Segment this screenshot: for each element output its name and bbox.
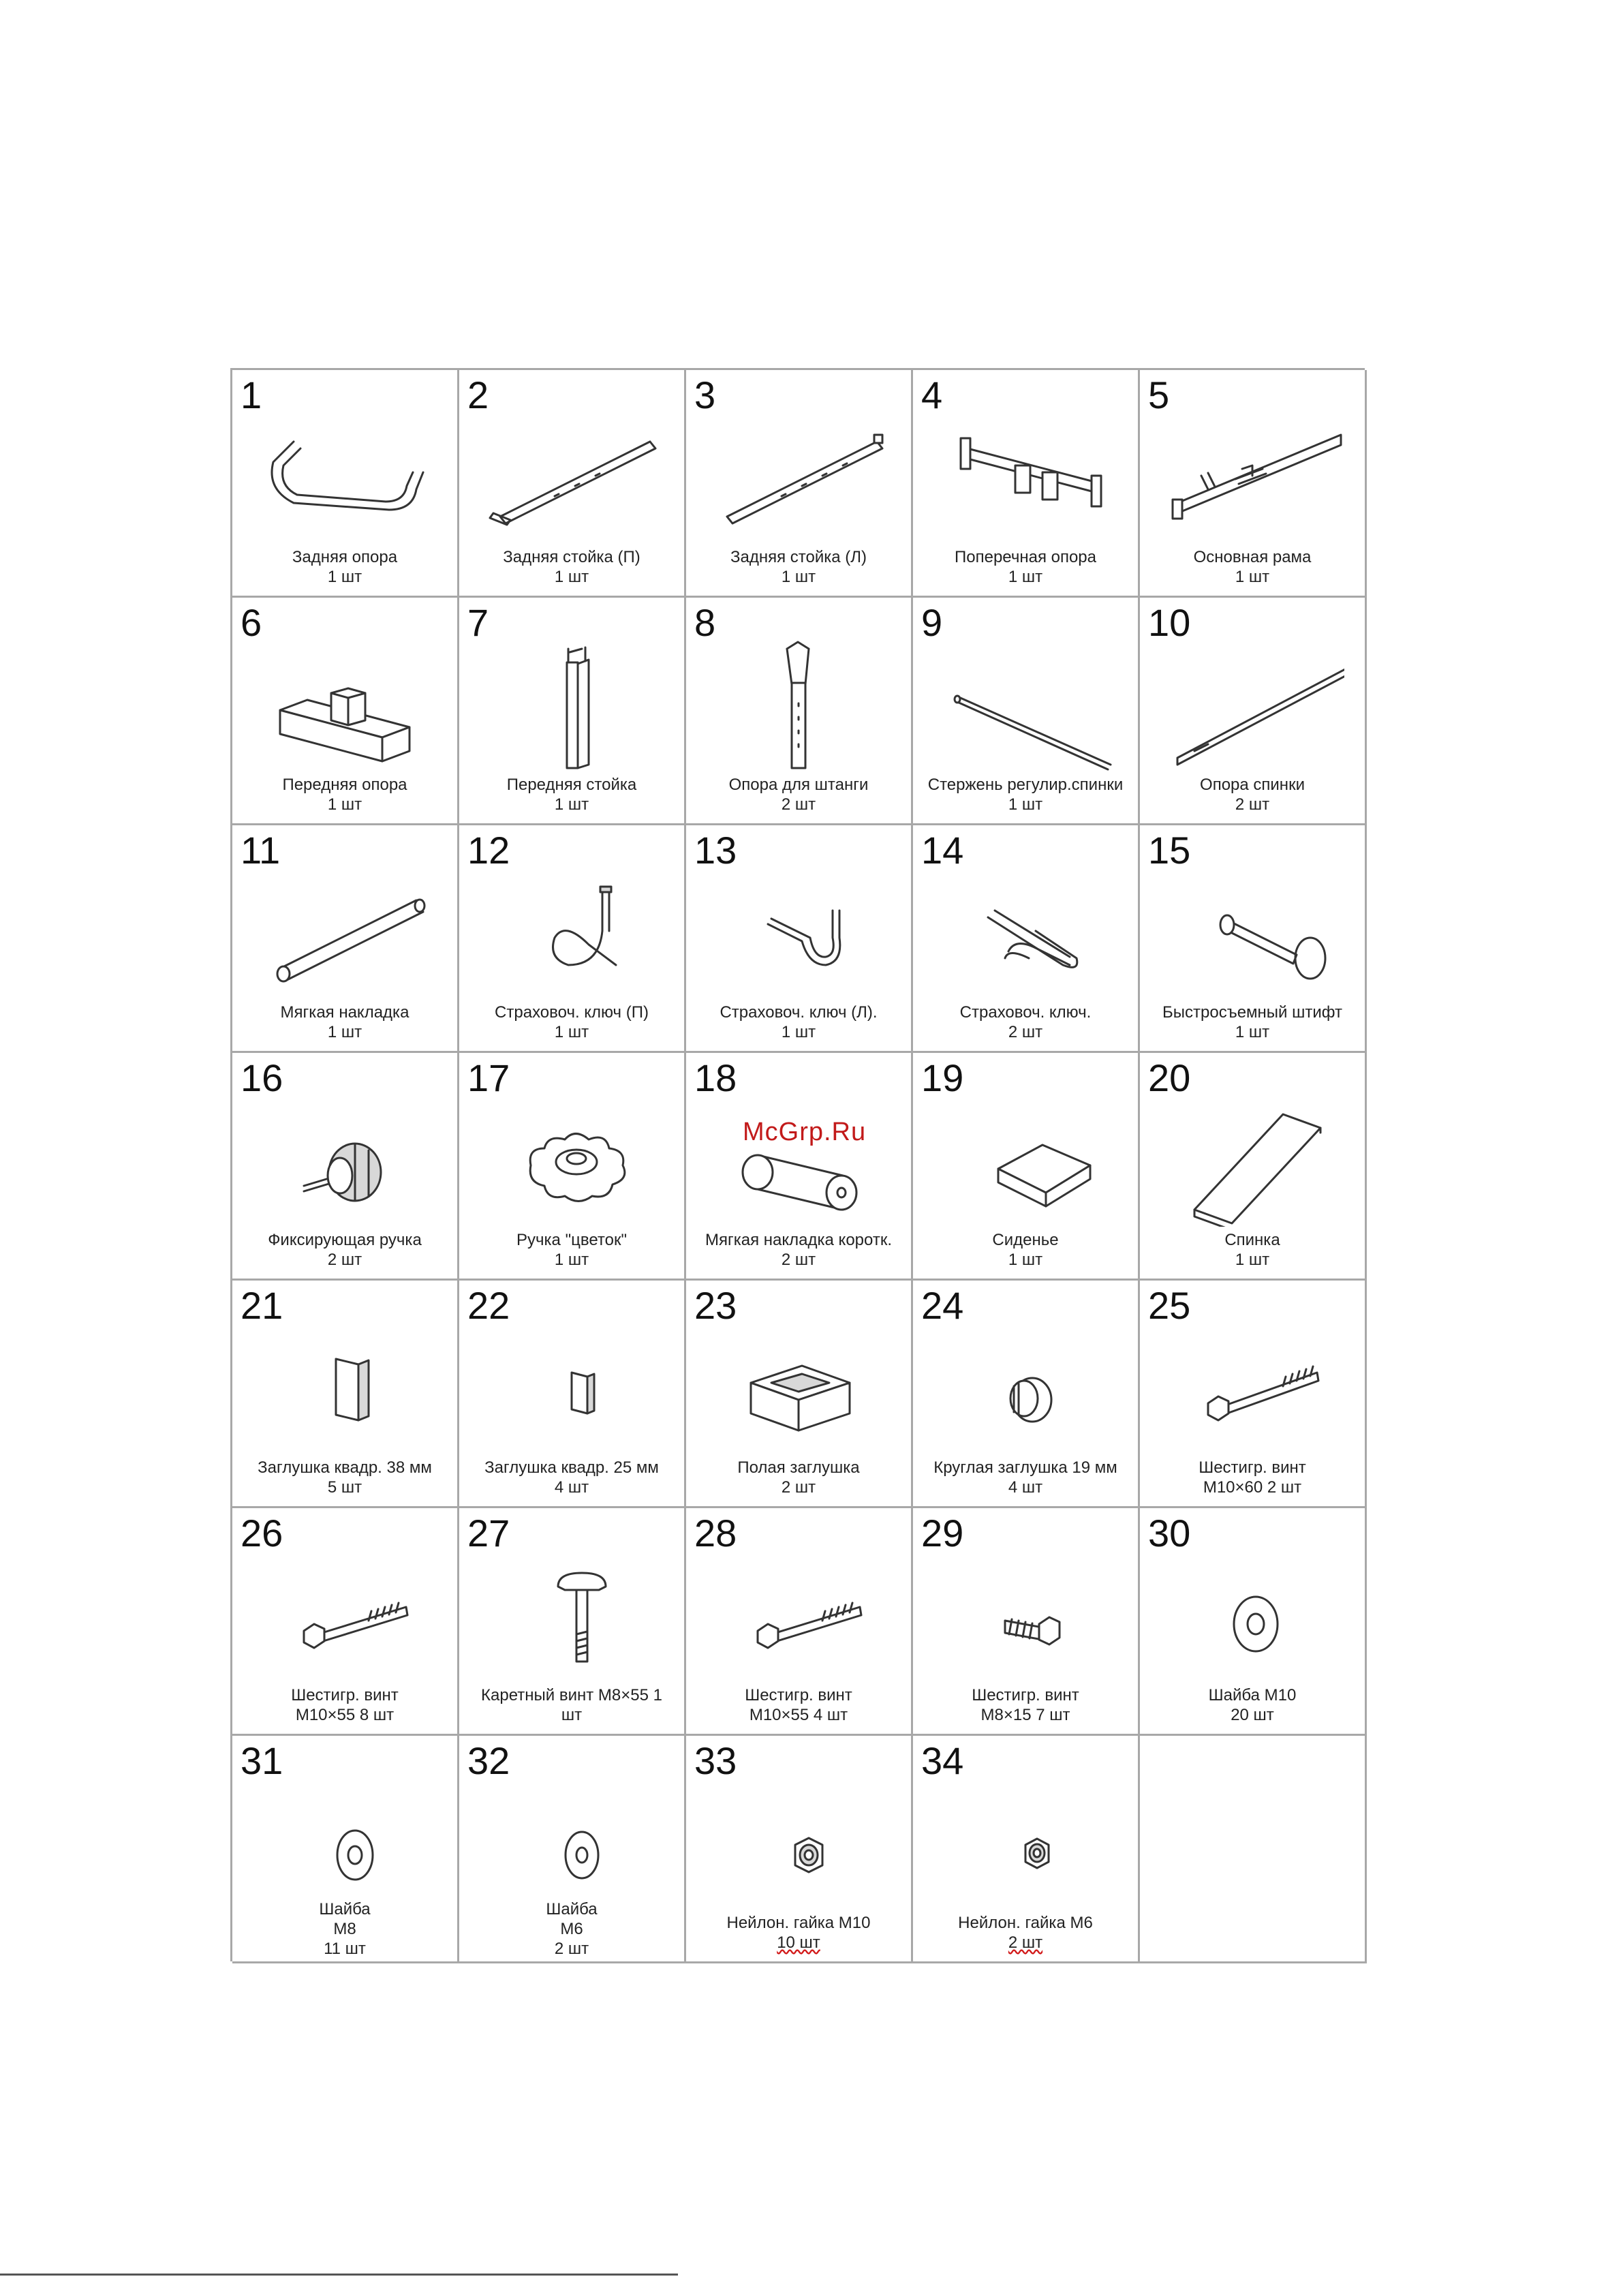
empty-cell [1140, 1736, 1367, 1963]
part-number: 33 [694, 1739, 737, 1782]
part-label: Нейлон. гайка M6 2 шт [958, 1914, 1093, 1952]
washer-icon [480, 1773, 664, 1910]
u-frame-icon [253, 408, 437, 544]
part-label: Каретный винт M8×55 1 шт [481, 1686, 662, 1724]
part-label: Поперечная опора 1 шт [955, 548, 1096, 586]
part-cell [913, 1053, 1140, 1281]
rod-icon [933, 635, 1117, 771]
lock-knob-icon [253, 1090, 437, 1227]
cross-beam-icon [933, 408, 1117, 544]
part-number: 16 [241, 1056, 283, 1099]
part-cell [459, 370, 686, 598]
part-cell [1140, 825, 1367, 1053]
part-cell [459, 1508, 686, 1736]
part-label: Полая заглушка 2 шт [737, 1458, 860, 1497]
part-cell [459, 1281, 686, 1508]
part-label: Передняя стойка 1 шт [506, 776, 637, 814]
part-number: 21 [241, 1284, 283, 1327]
hex-bolt-icon [1160, 1318, 1344, 1454]
part-cell [913, 1736, 1140, 1963]
part-label: Шестигр. винт M10×55 8 шт [291, 1686, 399, 1724]
part-number: 32 [467, 1739, 510, 1782]
part-label: Заглушка квадр. 25 мм 4 шт [484, 1458, 659, 1497]
part-label: Шестигр. винт M10×60 2 шт [1199, 1458, 1306, 1497]
part-cell [232, 598, 459, 825]
part-label: Стержень регулир.спинки 1 шт [927, 776, 1124, 814]
upright-icon [480, 635, 664, 771]
part-cell [913, 825, 1140, 1053]
part-label: Задняя опора 1 шт [292, 548, 398, 586]
part-cell [686, 1736, 913, 1963]
part-label: Ручка "цветок" 1 шт [516, 1231, 627, 1269]
part-label: Задняя стойка (Л) 1 шт [730, 548, 867, 586]
part-number: 18 [694, 1056, 737, 1099]
part-cell [232, 825, 459, 1053]
part-number: 34 [921, 1739, 964, 1782]
part-cell [913, 598, 1140, 825]
part-number: 1 [241, 373, 262, 416]
part-label: Быстросъемный штифт 1 шт [1162, 1003, 1342, 1041]
part-number: 24 [921, 1284, 964, 1327]
part-number: 9 [921, 601, 943, 644]
part-label: Основная рама 1 шт [1193, 548, 1312, 586]
part-cell [232, 1281, 459, 1508]
parts-grid [230, 368, 1365, 1961]
nut-icon [933, 1773, 1117, 1910]
hollow-cap-icon [707, 1318, 891, 1454]
carriage-bolt-icon [480, 1546, 664, 1682]
part-label: Страховоч. ключ. 2 шт [959, 1003, 1092, 1041]
part-number: 13 [694, 829, 737, 872]
part-number: 19 [921, 1056, 964, 1099]
long-tube-icon [707, 408, 891, 544]
part-number: 17 [467, 1056, 510, 1099]
part-label: Заглушка квадр. 38 мм 5 шт [258, 1458, 432, 1497]
part-cell [459, 825, 686, 1053]
watermark: McGrp.Ru [743, 1118, 867, 1146]
foam-pad-icon [253, 863, 437, 999]
seat-icon [933, 1090, 1117, 1227]
footer-rule [0, 2274, 678, 2276]
part-number: 22 [467, 1284, 510, 1327]
flower-knob-icon [480, 1090, 664, 1227]
part-label: Мягкая накладка коротк. 2 шт [705, 1231, 892, 1269]
safety-key-icon [933, 863, 1117, 999]
part-number: 26 [241, 1512, 283, 1555]
long-tube-icon [480, 408, 664, 544]
part-number: 10 [1148, 601, 1191, 644]
part-label: Шестигр. винт M8×15 7 шт [972, 1686, 1079, 1724]
part-cell [232, 1736, 459, 1963]
square-cap-icon [253, 1318, 437, 1454]
part-number: 20 [1148, 1056, 1191, 1099]
main-frame-icon [1160, 408, 1344, 544]
part-label: Страховоч. ключ (Л). 1 шт [720, 1003, 878, 1041]
part-number: 31 [241, 1739, 283, 1782]
square-cap-icon [480, 1318, 664, 1454]
part-label: Задняя стойка (П) 1 шт [503, 548, 640, 586]
part-cell [686, 370, 913, 598]
part-number: 29 [921, 1512, 964, 1555]
part-number: 30 [1148, 1512, 1191, 1555]
hex-bolt-icon [707, 1546, 891, 1682]
washer-icon [253, 1773, 437, 1910]
part-number: 2 [467, 373, 489, 416]
part-number: 27 [467, 1512, 510, 1555]
part-label: Нейлон. гайка M10 10 шт [726, 1914, 871, 1952]
round-cap-icon [933, 1318, 1117, 1454]
part-cell [232, 1053, 459, 1281]
part-cell [1140, 1053, 1367, 1281]
part-label: Мягкая накладка 1 шт [280, 1003, 409, 1041]
part-cell [686, 598, 913, 825]
backrest-icon [1160, 1090, 1344, 1227]
part-cell [459, 598, 686, 825]
part-number: 12 [467, 829, 510, 872]
part-cell [1140, 1281, 1367, 1508]
part-label: Страховоч. ключ (П) 1 шт [495, 1003, 649, 1041]
short-pad-icon [707, 1090, 891, 1227]
bar-holder-icon [707, 635, 891, 771]
quick-pin-icon [1160, 863, 1344, 999]
part-cell [1140, 1508, 1367, 1736]
part-cell [686, 1508, 913, 1736]
part-cell [459, 1053, 686, 1281]
washer-icon [1160, 1546, 1344, 1682]
safety-key-icon [480, 863, 664, 999]
part-number: 25 [1148, 1284, 1191, 1327]
part-number: 4 [921, 373, 943, 416]
part-number: 7 [467, 601, 489, 644]
part-label: Опора спинки 2 шт [1200, 776, 1305, 814]
part-cell [232, 370, 459, 598]
part-label: Передняя опора 1 шт [282, 776, 407, 814]
safety-key-icon [707, 863, 891, 999]
nut-icon [707, 1773, 891, 1910]
part-cell [686, 825, 913, 1053]
part-number: 23 [694, 1284, 737, 1327]
part-cell [459, 1736, 686, 1963]
part-number: 28 [694, 1512, 737, 1555]
part-number: 5 [1148, 373, 1170, 416]
hex-bolt-icon [253, 1546, 437, 1682]
part-cell [232, 1508, 459, 1736]
part-cell [1140, 598, 1367, 825]
part-label: Спинка 1 шт [1224, 1231, 1280, 1269]
part-cell [913, 1508, 1140, 1736]
part-label: Шайба M6 2 шт [546, 1900, 598, 1958]
part-label: Шайба M8 11 шт [319, 1900, 371, 1958]
t-support-icon [253, 635, 437, 771]
part-label: Фиксирующая ручка 2 шт [268, 1231, 422, 1269]
part-label: Круглая заглушка 19 мм 4 шт [933, 1458, 1117, 1497]
part-cell [913, 370, 1140, 598]
part-label: Опора для штанги 2 шт [728, 776, 869, 814]
part-cell [1140, 370, 1367, 598]
part-cell [686, 1281, 913, 1508]
part-label: Шестигр. винт M10×55 4 шт [745, 1686, 852, 1724]
part-label: Шайба M10 20 шт [1208, 1686, 1297, 1724]
part-number: 14 [921, 829, 964, 872]
back-support-icon [1160, 635, 1344, 771]
part-cell [913, 1281, 1140, 1508]
part-number: 3 [694, 373, 716, 416]
short-bolt-icon [933, 1546, 1117, 1682]
part-number: 11 [241, 829, 281, 872]
part-label: Сиденье 1 шт [992, 1231, 1059, 1269]
part-cell [686, 1053, 913, 1281]
part-number: 15 [1148, 829, 1191, 872]
part-number: 6 [241, 601, 262, 644]
part-number: 8 [694, 601, 716, 644]
